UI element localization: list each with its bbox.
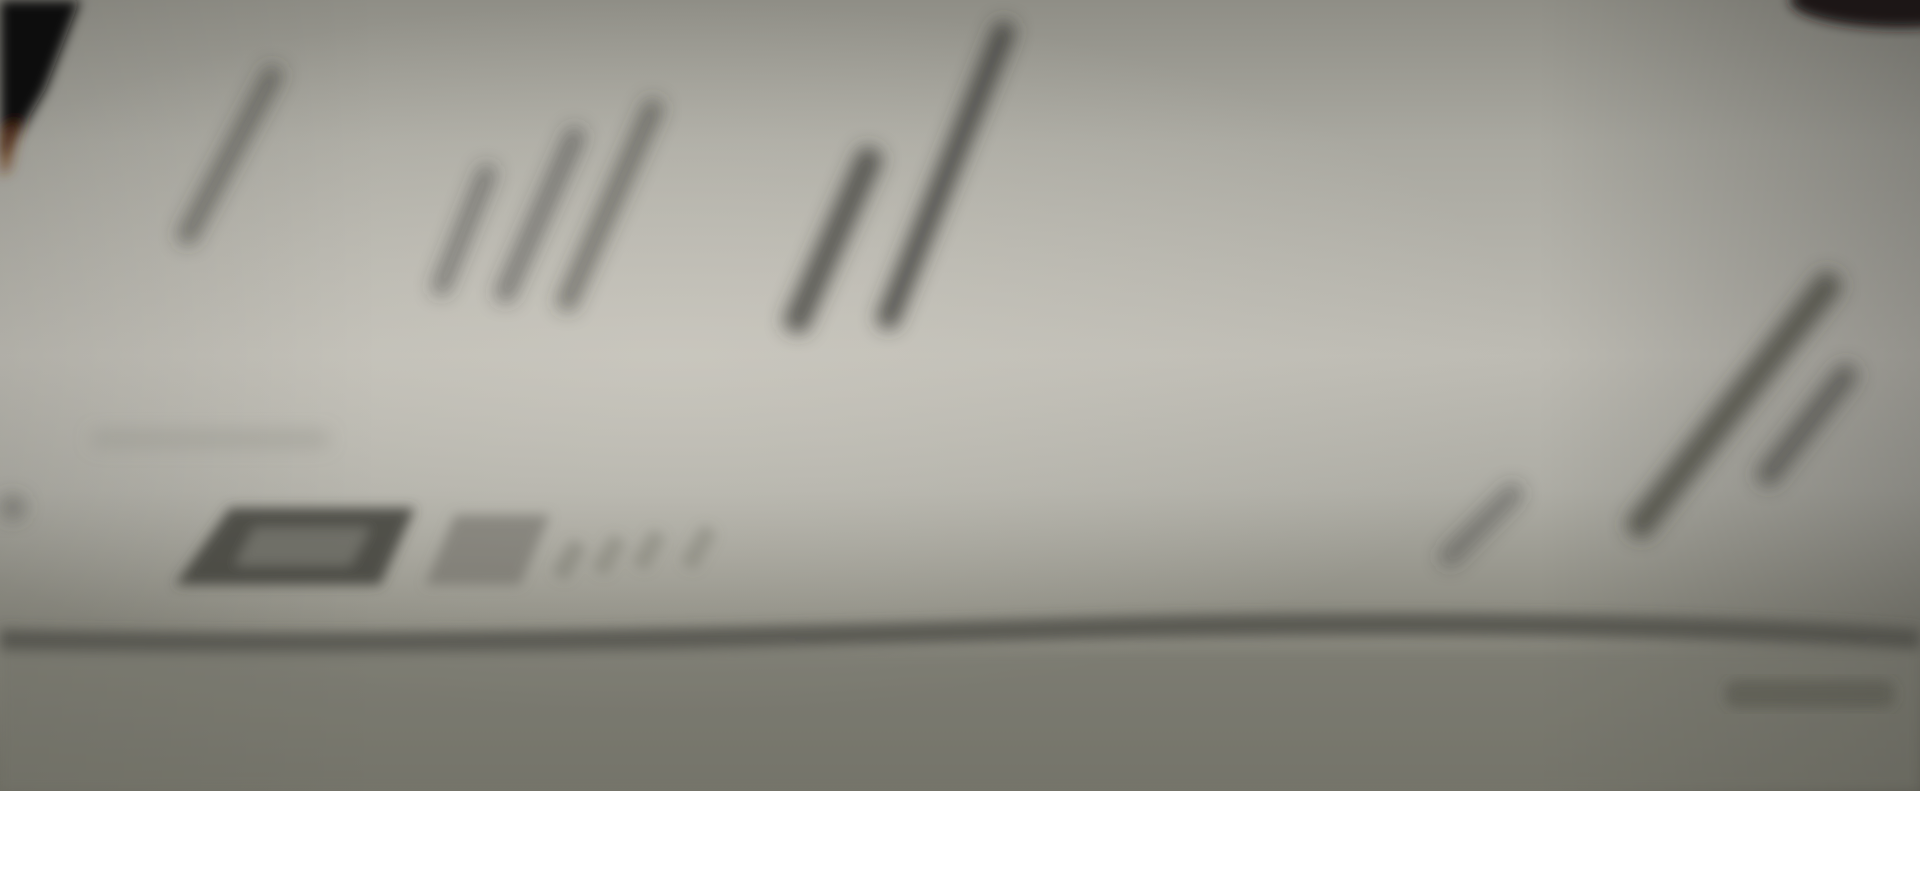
bottom-right-mark (1725, 680, 1895, 708)
blank-margin (0, 791, 1920, 884)
